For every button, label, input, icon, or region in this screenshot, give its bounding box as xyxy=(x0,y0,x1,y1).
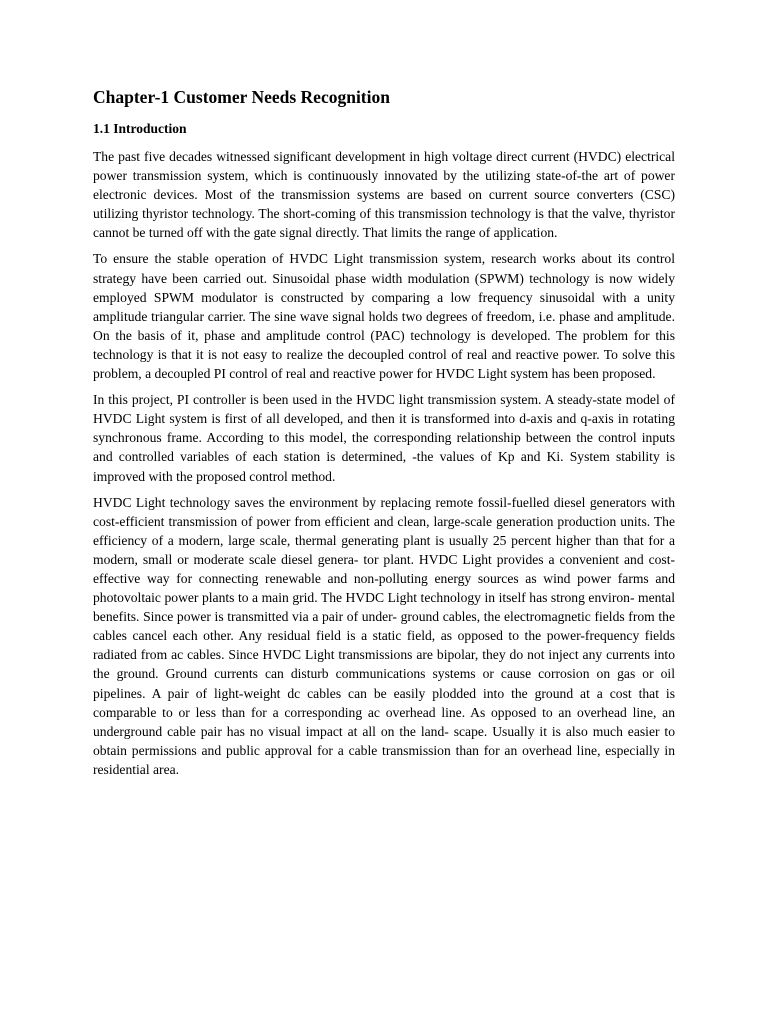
paragraph-3: In this project, PI controller is been used in the HVDC light transmission system. A steady-state model of HVDC Light system is first of all developed, and then it is transformed into d-axis and q-axis in rotating synchronous frame. According to this model, the corresponding relationship between the control inputs and controlled variables of each station is determined, -the values of Kp and Ki. System stability is improved with the proposed control method. xyxy=(93,392,675,484)
section-title: 1.1 Introduction xyxy=(93,121,187,136)
chapter-title: Chapter-1 Customer Needs Recognition xyxy=(93,87,390,107)
paragraph-4: HVDC Light technology saves the environment by replacing remote fossil-fuelled diesel generators with cost-efficient transmission of power from efficient and clean, large-scale generation production units. The efficiency of a modern, large scale, thermal generating plant is usually 25 percent higher than that for a modern, small or moderate scale diesel genera- tor plant. HVDC Light provides a convenient and cost-effective way for connecting renewable and non-polluting energy sources as wind power farms and photovoltaic power plants to a main grid. The HVDC Light technology in itself has strong environ- mental benefits. Since power is transmitted via a pair of under- ground cables, the electromagnetic fields from the cables cancel each other. Any residual field is a static field, as opposed to the power-frequency fields radiated from ac cables. Since HVDC Light transmissions are bipolar, they do not inject any currents into the ground. Ground currents can disturb communications systems or cause corrosion on gas or oil pipelines. A pair of light-weight dc cables can be easily plodded into the ground at a cost that is comparable to or less than for a corresponding ac overhead line. As opposed to an overhead line, an underground cable pair has no visual impact at all on the land- scape. Usually it is also much easier to obtain permissions and public approval for a cable transmission than for an overhead line, especially in residential area. xyxy=(93,494,675,777)
paragraph-2: To ensure the stable operation of HVDC Light transmission system, research works about its control strategy have been carried out. Sinusoidal phase width modulation (SPWM) technology is now widely employed SPWM modulator is constructed by comparing a low frequency sinusoidal with a unity amplitude triangular carrier. The sine wave signal holds two degrees of freedom, i.e. phase and amplitude. On the basis of it, phase and amplitude control (PAC) technology is developed. The problem for this technology is that it is not easy to realize the decoupled control of real and reactive power. To solve this problem, a decoupled PI control of real and reactive power for HVDC Light system has been proposed. xyxy=(93,251,675,382)
document-body xyxy=(93,86,675,786)
paragraph-1: The past five decades witnessed significant development in high voltage direct current (HVDC) electrical power transmission system, which is continuously innovated by the utilizing state-of-the art of power electronic devices. Most of the transmission systems are based on current source converters (CSC) utilizing thyristor technology. The short-coming of this transmission technology is that the valve, thyristor cannot be turned off with the gate signal directly. That limits the range of application. xyxy=(93,149,675,241)
